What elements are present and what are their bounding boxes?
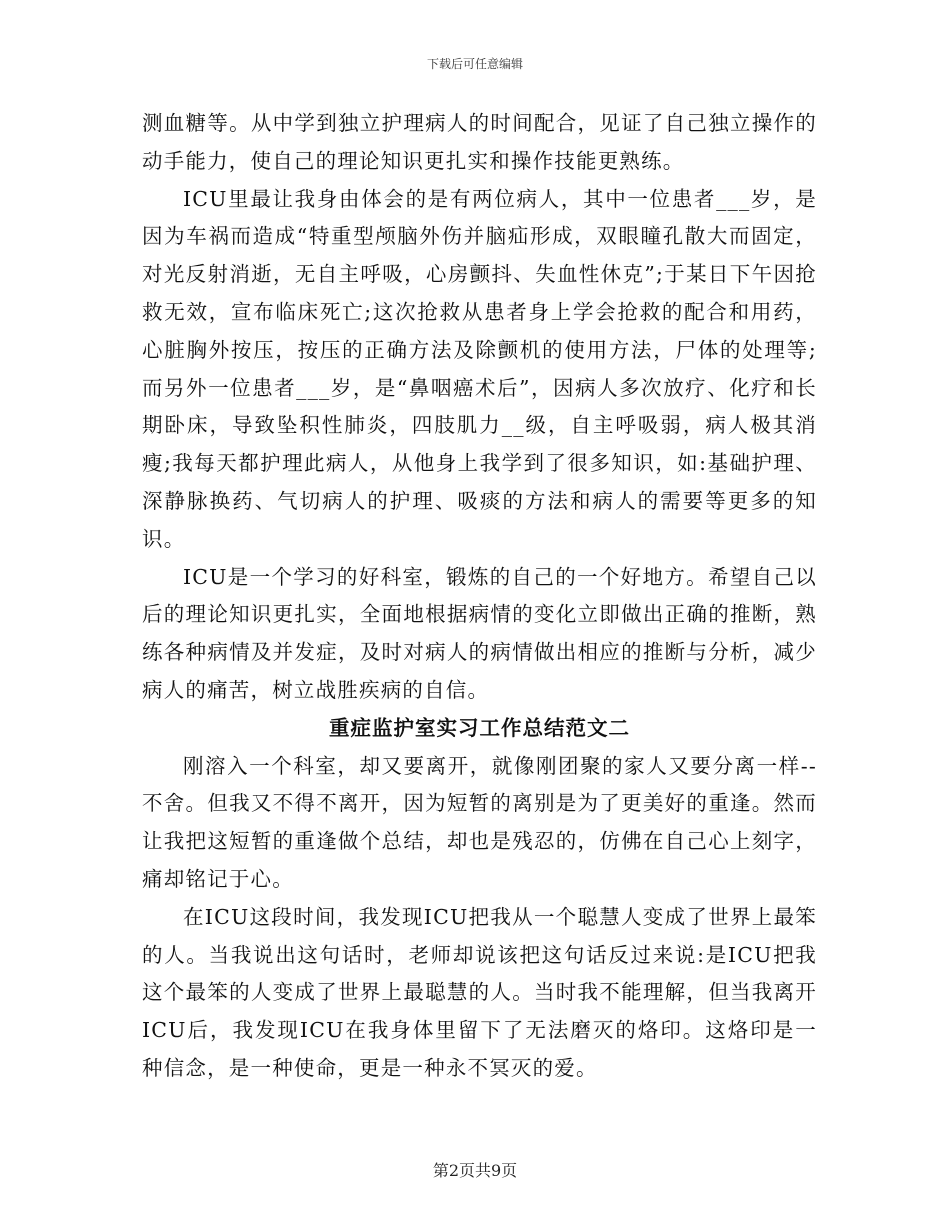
page-footer: 第2页共9页: [432, 1161, 518, 1180]
section-paragraph-2: 在ICU这段时间，我发现ICU把我从一个聪慧人变成了世界上最笨的人。当我说出这句话时，老师却说该把这句话反过来说:是ICU把我这个最笨的人变成了世界上最聪慧的人。当时我不能理解，但当我离开ICU后，我发现ICU在我身体里留下了无法磨灭的烙印。这烙印是一种信念，是一种使命，更是一种永不冥灭的爱。: [142, 904, 817, 1080]
body-paragraph-2: ICU里最让我身由体会的是有两位病人，其中一位患者___岁，是因为车祸而造成“特重型颅脑外伤并脑疝形成，双眼瞳孔散大而固定，对光反射消逝，无自主呼吸，心房颤抖、失血性休克”;于某日下午因抢救无效，宣布临床死亡;这次抢救从患者身上学会抢救的配合和用药，心脏胸外按压，按压的正确方法及除颤机的使用方法，尸体的处理等;而另外一位患者___岁，是“鼻咽癌术后”，因病人多次放疗、化疗和长期卧床，导致坠积性肺炎，四肢肌力__级，自主呼吸弱，病人极其消瘦;我每天都护理此病人，从他身上我学到了很多知识，如:基础护理、深静脉换药、气切病人的护理、吸痰的方法和病人的需要等更多的知识。: [142, 186, 817, 551]
body-paragraph-1: 测血糖等。从中学到独立护理病人的时间配合，见证了自己独立操作的动手能力，使自己的理论知识更扎实和操作技能更熟练。: [142, 111, 817, 173]
document-body: [142, 105, 817, 1088]
body-paragraph-3: ICU是一个学习的好科室，锻炼的自己的一个好地方。希望自己以后的理论知识更扎实，全面地根据病情的变化立即做出正确的推断，熟练各种病情及并发症，及时对病人的病情做出相应的推断与分析，减少病人的痛苦，树立战胜疾病的自信。: [142, 564, 817, 702]
section-title: 重症监护室实习工作总结范文二: [329, 715, 630, 740]
section-paragraph-1: 刚溶入一个科室，却又要离开，就像刚团聚的家人又要分离一样--不舍。但我又不得不离开，因为短暂的离别是为了更美好的重逢。然而让我把这短暂的重逢做个总结，却也是残忍的，仿佛在自己心上刻字，痛却铭记于心。: [142, 753, 817, 891]
page-header: 下载后可任意编辑: [426, 57, 523, 71]
